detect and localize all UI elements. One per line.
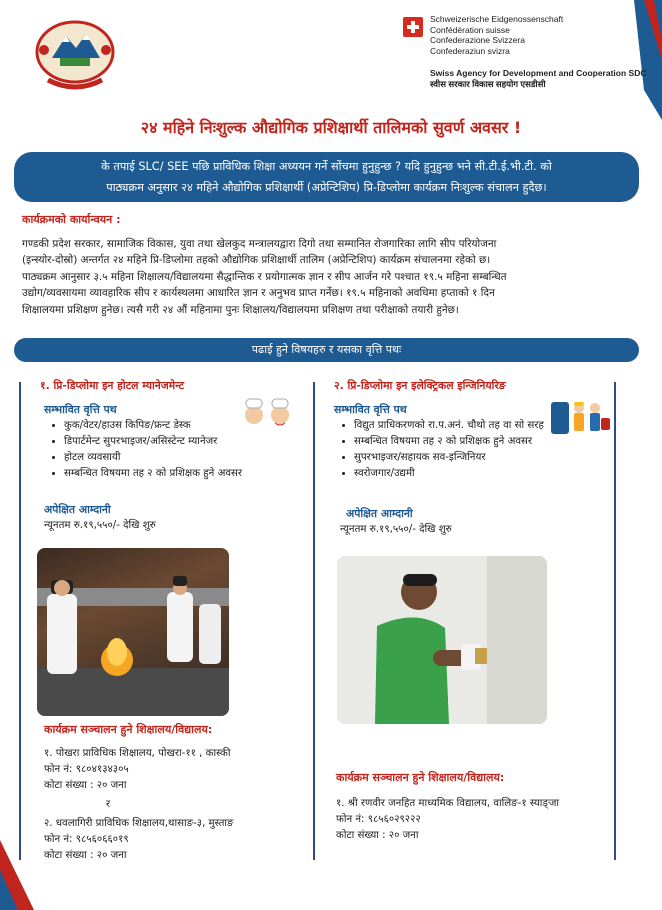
swiss-name-de: Schweizerische Eidgenossenschaft (430, 14, 564, 24)
corner-decoration-bottom-left (0, 840, 34, 910)
list-item: • सम्बन्धित विषयमा तह २ को प्रशिक्षक हुने अवसर (64, 466, 264, 482)
list-item: • कुक/वेटर/हाउस किपिङ/फ्रन्ट डेस्क (64, 418, 264, 434)
electrician-photo (337, 556, 547, 724)
list-item: • सुपरभाइजर/सहायक सव-इन्जिनियर (354, 450, 559, 466)
list-item: • विद्युत प्राधिकरणको रा.प.अनं. चौथो तह वा सो सरह (354, 418, 559, 434)
corner-decoration-top-right (604, 0, 662, 120)
swiss-name-fr: Confédération suisse (430, 24, 510, 35)
list-item: • सम्बन्धित विषयमा तह २ को प्रशिक्षक हुने अवसर (354, 434, 559, 450)
center-column-border (313, 382, 315, 860)
electrical-income-heading: अपेक्षित आम्दानी (346, 507, 413, 520)
subjects-bar: पढाई हुने विषयहरु र यसका वृत्ति पथः (14, 338, 639, 362)
electrical-career-list (340, 418, 559, 482)
intro-banner (14, 152, 639, 202)
hotel-school-2-seats: कोटा संख्या : २० जना (44, 850, 127, 861)
implementation-line: (इन्स्योर-दोस्रो) अन्तर्गत २४ महिने प्रि-डिप्लोमा तहको औद्योगिक प्रशिक्षार्थी तालिम (अप्रेन्टिशिप) कार्यक्रम संचालनमा रहेको छ। (22, 254, 491, 267)
hotel-school-1-phone: फोन नं: ९८०४१३४३०५ (44, 764, 129, 775)
hotel-income-heading: अपेक्षित आम्दानी (44, 503, 111, 516)
hotel-career-heading: सम्भावित वृत्ति पथ (44, 403, 117, 416)
swiss-confederation-names (430, 14, 563, 56)
chef-photo (37, 548, 229, 716)
list-item: • डिपार्टमेन्ट सुपरभाइजर/असिस्टेन्ट म्यानेजर (64, 434, 264, 450)
hotel-management-title: १. प्रि-डिप्लोमा इन होटल म्यानेजमेन्ट (40, 379, 185, 392)
intro-banner-line2: पाठ्यक्रम अनुसार २४ महिने औद्योगिक प्रशिक्षार्थी (अप्रेन्टिशिप) प्रि-डिप्लोमा कार्यक्रम निःशुल्क संचालन हुदैछ। (106, 181, 547, 194)
hotel-school-or: र (106, 799, 111, 810)
swiss-flag-icon (403, 17, 423, 37)
sdc-agency (430, 68, 646, 90)
implementation-paragraph (22, 236, 642, 318)
hotel-schools-heading: कार्यक्रम सञ्चालन हुने शिक्षालय/विद्यालय: (44, 723, 213, 736)
electrical-school-1-phone: फोन नं: ९८५६०२९२२२ (336, 814, 421, 825)
list-item: • स्वरोजगार/उद्यमी (354, 466, 559, 482)
list-item: • होटल व्यवसायी (64, 450, 264, 466)
hotel-income-value: न्यूनतम रु.१९,५५०/- देखि शुरु (44, 520, 156, 531)
hotel-school-1-seats: कोटा संख्या : २० जना (44, 780, 127, 791)
electrical-engineering-title: २. प्रि-डिप्लोमा इन इलेक्ट्रिकल इन्जिनियरिङ (334, 379, 506, 392)
page-title: २४ महिने निःशुल्क औद्योगिक प्रशिक्षार्थी तालिमको सुवर्ण अवसर ! (140, 118, 522, 137)
hotel-career-list (50, 418, 264, 482)
implementation-line: गण्डकी प्रदेश सरकार, सामाजिक विकास, युवा तथा खेलकुद मन्त्रालयद्वारा दिगो तथा सम्मानित रोजगारिका लागि सीप परियोजना (22, 238, 497, 250)
electrical-career-heading: सम्भावित वृत्ति पथ (334, 403, 407, 416)
intro-banner-line1: के तपाई SLC/ SEE पछि प्राविधिक शिक्षा अध्ययन गर्ने सोंचमा हुनुहुन्छ ? यदि हुनुहुन्छ भने सी.टी.ई.भी.टी. को (101, 160, 552, 173)
swiss-name-rm: Confederaziun svizra (430, 45, 510, 56)
implementation-line: शिक्षालयमा प्रशिक्षण हुनेछ। त्यसै गरी २४ औं महिनामा पुनः शिक्षालय/विद्यालयमा प्रशिक्षण तथा परीक्षाको तयारी हुनेछ। (22, 303, 459, 316)
sdc-agency-en: Swiss Agency for Development and Cooperation SDC (430, 68, 647, 78)
right-column-border (614, 382, 616, 860)
nepal-government-emblem (30, 14, 120, 92)
electrical-school-1: १. श्री रणवीर जनहित माध्यमिक विद्यालय, वालिङ-१ स्याङ्जा (336, 798, 560, 809)
swiss-name-it: Confederazione Svizzera (430, 35, 525, 45)
implementation-line: उद्योग/व्यवसायमा व्यावहारिक सीप र कार्यस्थलमा आधारित ज्ञान र अनुभव प्राप्त गर्नेछ। १९.५ महिनाको अवधिमा हप्ताको १ दिन (22, 287, 495, 300)
hotel-school-2: २. धवलागिरी प्राविधिक शिक्षालय,थासाङ-३, मुस्ताङ (44, 818, 234, 829)
sdc-agency-np: स्वीस सरकार विकास सहयोग एसडीसी (430, 79, 546, 89)
hotel-school-2-phone: फोन नं: ९८५६०६६०१९ (44, 834, 129, 845)
electrical-schools-heading: कार्यक्रम सञ्चालन हुने शिक्षालय/विद्यालय: (336, 771, 505, 784)
electrical-school-1-seats: कोटा संख्या : २० जना (336, 830, 419, 841)
implementation-line: पाठ्यक्रम आनुसार ३.५ महिना शिक्षालय/विद्यालयमा सैद्धान्तिक र प्रयोगात्मक ज्ञान र सीप आर्जन गरे पश्चात १९.५ महिना सम्बन्धित (22, 270, 507, 283)
left-column-border (19, 382, 21, 860)
implementation-heading: कार्यक्रमको कार्यान्वयन : (22, 213, 121, 226)
electrical-income-value: न्यूनतम रु.१९,५५०/- देखि शुरु (340, 524, 452, 535)
hotel-school-1: १. पोखरा प्राविधिक शिक्षालय, पोखरा-११ , कास्की (44, 748, 231, 759)
